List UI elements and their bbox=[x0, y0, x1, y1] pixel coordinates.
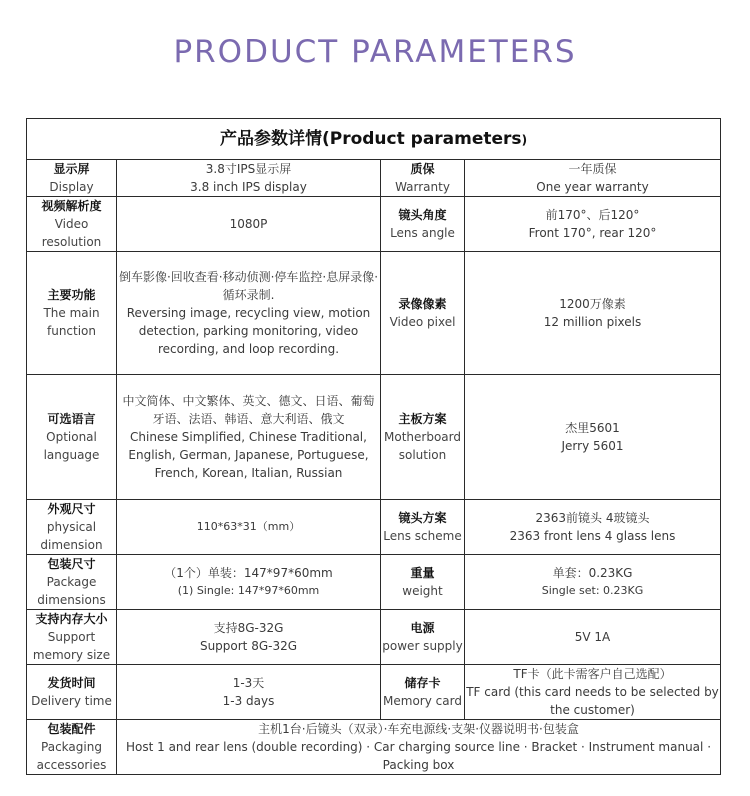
table-row bbox=[27, 665, 721, 720]
param-value bbox=[117, 252, 381, 375]
param-value-zh: 支持8G-32G bbox=[213, 621, 284, 635]
table-title-text: 产品参数详情(Product parameters bbox=[219, 128, 522, 149]
param-value bbox=[465, 197, 721, 252]
param-value bbox=[117, 375, 381, 500]
param-label bbox=[27, 375, 117, 500]
table-title-suffix: ) bbox=[521, 132, 528, 147]
param-label-en: Package dimensions bbox=[37, 575, 106, 607]
param-label-en: Support memory size bbox=[32, 630, 111, 662]
param-label-en: Video pixel bbox=[389, 315, 456, 329]
param-label-en: Delivery time bbox=[31, 694, 112, 708]
table-row bbox=[27, 252, 721, 375]
param-label-en: Motherboard solution bbox=[384, 430, 461, 462]
param-label bbox=[381, 375, 465, 500]
param-value bbox=[117, 197, 381, 252]
param-label-zh: 镜头角度 bbox=[398, 208, 447, 222]
param-label-en: The main function bbox=[43, 306, 100, 338]
param-value-en: Host 1 and rear lens (double recording) · Car charging source line · Bracket · Instrument manual · Packing box bbox=[125, 740, 712, 772]
param-label-zh: 发货时间 bbox=[47, 676, 96, 690]
param-label-zh: 视频解析度 bbox=[41, 199, 102, 213]
param-value-zh: 倒车影像·回收查看·移动侦测·停车监控·息屏录像·循环录制. bbox=[118, 270, 379, 302]
param-value bbox=[117, 555, 381, 610]
table-title-row bbox=[27, 119, 721, 160]
param-value-en: (1) Single: 147*97*60mm bbox=[177, 584, 320, 597]
param-label-zh: 录像像素 bbox=[398, 297, 447, 311]
param-value bbox=[117, 160, 381, 197]
param-label-zh: 重量 bbox=[410, 566, 435, 580]
param-label bbox=[381, 610, 465, 665]
param-label-en: physical dimension bbox=[40, 520, 103, 552]
param-value-zh: 主机1台·后镜头（双录）·车充电源线·支架·仪器说明书·包装盒 bbox=[258, 722, 579, 736]
param-value-zh: 1-3天 bbox=[232, 676, 265, 690]
param-label-zh: 包装配件 bbox=[47, 722, 96, 736]
param-label-zh: 主要功能 bbox=[47, 288, 96, 302]
param-value-en: Front 170°, rear 120° bbox=[528, 226, 657, 240]
param-value-zh: 一年质保 bbox=[568, 162, 617, 176]
param-value-zh: TF卡（此卡需客户自己选配） bbox=[513, 667, 672, 681]
param-value-en: One year warranty bbox=[536, 180, 649, 194]
param-label bbox=[381, 197, 465, 252]
param-label bbox=[381, 665, 465, 720]
param-label bbox=[27, 555, 117, 610]
param-value-en: TF card (this card needs to be selected by the customer) bbox=[466, 685, 719, 717]
param-label-zh: 储存卡 bbox=[404, 676, 441, 690]
param-value-en: 12 million pixels bbox=[543, 315, 642, 329]
param-label-zh: 电源 bbox=[410, 621, 435, 635]
table-row bbox=[27, 720, 721, 775]
param-value-zh: （1个）单装：147*97*60mm bbox=[164, 566, 333, 580]
param-value bbox=[117, 720, 721, 775]
table-row bbox=[27, 160, 721, 197]
param-value-zh: 单套：0.23KG bbox=[552, 566, 633, 580]
table-row bbox=[27, 375, 721, 500]
param-value bbox=[465, 665, 721, 720]
param-label-zh: 显示屏 bbox=[53, 162, 90, 176]
table-title bbox=[27, 119, 721, 160]
param-value-en: 1-3 days bbox=[222, 694, 275, 708]
param-value bbox=[465, 610, 721, 665]
param-label bbox=[381, 252, 465, 375]
param-label-en: power supply bbox=[382, 639, 463, 653]
param-label-zh: 外观尺寸 bbox=[47, 502, 96, 516]
param-label-en: Memory card bbox=[383, 694, 462, 708]
param-value-en: Support 8G-32G bbox=[199, 639, 298, 653]
param-value-zh: 1080P bbox=[229, 217, 268, 231]
param-label bbox=[27, 610, 117, 665]
param-label-zh: 包装尺寸 bbox=[47, 557, 96, 571]
table-row bbox=[27, 555, 721, 610]
param-value bbox=[465, 375, 721, 500]
param-label bbox=[27, 720, 117, 775]
param-label-en: Optional language bbox=[43, 430, 100, 462]
param-label-zh: 主板方案 bbox=[398, 412, 447, 426]
param-value-zh: 杰里5601 bbox=[565, 421, 620, 435]
param-value-en: 3.8 inch IPS display bbox=[190, 180, 307, 194]
param-value-zh: 5V 1A bbox=[574, 630, 611, 644]
param-label-zh: 质保 bbox=[410, 162, 435, 176]
param-value bbox=[465, 252, 721, 375]
table-row bbox=[27, 500, 721, 555]
param-label bbox=[27, 160, 117, 197]
param-label bbox=[381, 555, 465, 610]
param-label bbox=[27, 197, 117, 252]
param-value bbox=[117, 500, 381, 555]
param-value bbox=[465, 160, 721, 197]
param-label-zh: 可选语言 bbox=[47, 412, 96, 426]
param-value bbox=[465, 555, 721, 610]
param-value bbox=[117, 665, 381, 720]
param-label bbox=[27, 252, 117, 375]
param-label-en: Video resolution bbox=[41, 217, 102, 249]
param-value-en: Reversing image, recycling view, motion detection, parking monitoring, video recording, and loop recording. bbox=[126, 306, 371, 356]
param-value bbox=[117, 610, 381, 665]
product-parameters-table bbox=[26, 118, 721, 775]
param-value-en: Jerry 5601 bbox=[561, 439, 624, 453]
param-value-zh: 前170°、后120° bbox=[545, 208, 640, 222]
param-value-zh: 3.8寸IPS显示屏 bbox=[205, 162, 292, 176]
param-label-zh: 支持内存大小 bbox=[35, 612, 108, 626]
table-row bbox=[27, 610, 721, 665]
param-label-zh: 镜头方案 bbox=[398, 511, 447, 525]
param-value-zh: 中文简体、中文繁体、英文、德文、日语、葡萄牙语、法语、韩语、意大利语、俄文 bbox=[122, 394, 375, 426]
param-value-en: Chinese Simplified, Chinese Traditional, English, German, Japanese, Portuguese, French, Korean, Italian, Russian bbox=[128, 430, 369, 480]
param-label-en: Lens angle bbox=[390, 226, 455, 240]
table-row bbox=[27, 197, 721, 252]
page-heading: PRODUCT PARAMETERS bbox=[173, 34, 577, 70]
param-value-zh: 2363前镜头 4玻镜头 bbox=[535, 511, 650, 525]
param-value-zh: 110*63*31（mm） bbox=[196, 520, 301, 533]
param-label-en: Packaging accessories bbox=[36, 740, 107, 772]
param-value-en: 2363 front lens 4 glass lens bbox=[509, 529, 676, 543]
param-value bbox=[465, 500, 721, 555]
param-label-en: weight bbox=[402, 584, 443, 598]
param-label bbox=[27, 500, 117, 555]
param-label bbox=[381, 500, 465, 555]
param-value-zh: 1200万像素 bbox=[559, 297, 626, 311]
param-label-en: Lens scheme bbox=[383, 529, 462, 543]
param-label bbox=[381, 160, 465, 197]
param-value-en: Single set: 0.23KG bbox=[541, 584, 644, 597]
param-label-en: Warranty bbox=[395, 180, 450, 194]
param-label bbox=[27, 665, 117, 720]
param-label-en: Display bbox=[49, 180, 94, 194]
